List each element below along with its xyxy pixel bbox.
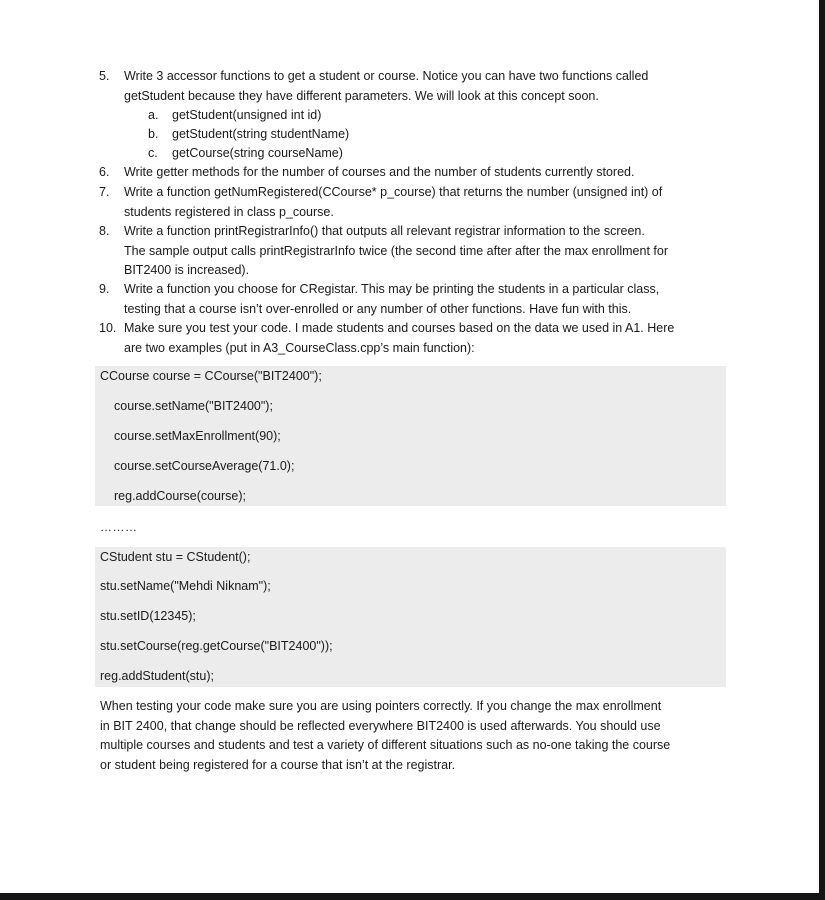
paragraph-line: in BIT 2400, that change should be reflected everywhere BIT2400 is used afterwards. You should use xyxy=(100,718,661,733)
list-text-line: Write a function printRegistrarInfo() that outputs all relevant registrar information to the screen. xyxy=(124,224,645,238)
closing-paragraph xyxy=(100,697,725,775)
list-text-line: Make sure you test your code. I made students and courses based on the data we used in A1. Here xyxy=(124,321,675,335)
code-line: course.setMaxEnrollment(90); xyxy=(114,429,281,443)
ellipsis-separator: ……… xyxy=(100,520,138,534)
list-number: 8. xyxy=(99,224,110,238)
sub-item-letter: a. xyxy=(148,108,159,122)
list-number: 7. xyxy=(99,185,110,199)
sub-item-letter: b. xyxy=(148,127,159,141)
list-text-line: BIT2400 is increased). xyxy=(124,263,250,278)
code-line: stu.setCourse(reg.getCourse("BIT2400")); xyxy=(100,639,333,653)
code-line: reg.addCourse(course); xyxy=(114,489,247,503)
paragraph-line: multiple courses and students and test a variety of different situations such as no-one taking the course xyxy=(100,738,671,753)
list-number: 6. xyxy=(99,165,110,179)
list-text-line: students registered in class p_course. xyxy=(124,204,334,219)
sub-item-text: getStudent(unsigned int id) xyxy=(172,108,322,122)
paragraph-line: When testing your code make sure you are using pointers correctly. If you change the max enrollment xyxy=(100,699,662,713)
code-line: course.setCourseAverage(71.0); xyxy=(114,459,295,473)
list-text-line: testing that a course isn’t over-enrolled or any number of other functions. Have fun with this. xyxy=(124,301,632,316)
code-line: stu.setName("Mehdi Niknam"); xyxy=(100,579,271,593)
sub-item-letter: c. xyxy=(148,146,158,160)
list-text-line: Write a function getNumRegistered(CCourse* p_course) that returns the number (unsigned int) of xyxy=(124,185,663,199)
paragraph-line: or student being registered for a course that isn’t at the registrar. xyxy=(100,757,456,772)
code-line: CCourse course = CCourse("BIT2400"); xyxy=(100,369,322,383)
list-text-line: are two examples (put in A3_CourseClass.cpp’s main function): xyxy=(124,340,475,355)
list-text-line: The sample output calls printRegistrarInfo twice (the second time after after the max enrollment for xyxy=(124,243,668,258)
code-block-student xyxy=(95,547,726,687)
list-text-line: Write a function you choose for CRegistar. This may be printing the students in a particular class, xyxy=(124,282,660,296)
list-text-line: getStudent because they have different parameters. We will look at this concept soon. xyxy=(124,88,599,103)
list-number: 9. xyxy=(99,282,110,296)
code-line: course.setName("BIT2400"); xyxy=(114,399,273,413)
code-line: reg.addStudent(stu); xyxy=(100,669,214,683)
sub-item-text: getCourse(string courseName) xyxy=(172,146,343,160)
list-number: 10. xyxy=(99,321,117,335)
code-line: stu.setID(12345); xyxy=(100,609,196,623)
list-number: 5. xyxy=(99,69,110,83)
code-line: CStudent stu = CStudent(); xyxy=(100,550,251,564)
list-text-line: Write getter methods for the number of courses and the number of students currently stored. xyxy=(124,165,635,179)
list-text-line: Write 3 accessor functions to get a student or course. Notice you can have two functions called xyxy=(124,69,649,83)
sub-item-text: getStudent(string studentName) xyxy=(172,127,350,141)
code-block-course xyxy=(95,366,726,506)
